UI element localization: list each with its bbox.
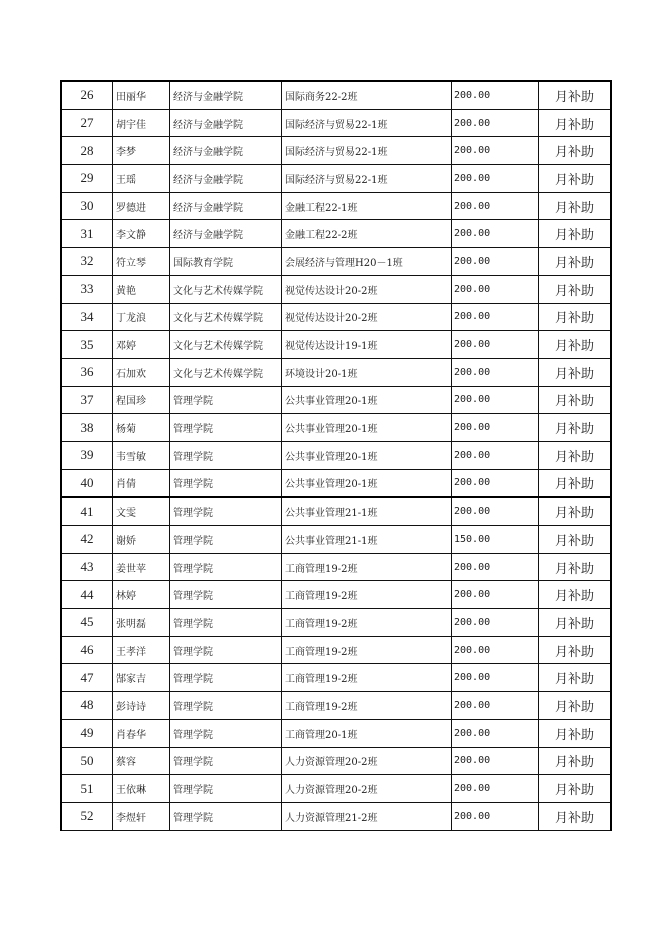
table-row [61, 331, 611, 359]
college-cell: 管理学院 [170, 469, 282, 497]
class-cell: 工商管理19-2班 [282, 553, 452, 581]
table-row [61, 692, 611, 720]
row-number-cell: 38 [61, 414, 113, 442]
amount-cell: 200.00 [452, 553, 539, 581]
student-name-cell: 邓婷 [113, 331, 170, 359]
class-cell: 国际经济与贸易22-1班 [282, 109, 452, 137]
college-cell: 管理学院 [170, 414, 282, 442]
table-row [61, 358, 611, 386]
amount-cell: 200.00 [452, 220, 539, 248]
row-number-cell: 44 [61, 581, 113, 609]
subsidy-type-cell: 月补助 [539, 137, 612, 165]
amount-cell: 200.00 [452, 192, 539, 220]
student-name-cell: 丁龙浪 [113, 303, 170, 331]
subsidy-type-cell: 月补助 [539, 192, 612, 220]
amount-cell: 200.00 [452, 775, 539, 803]
student-name-cell: 胡宇佳 [113, 109, 170, 137]
subsidy-type-cell: 月补助 [539, 275, 612, 303]
student-name-cell: 王孝洋 [113, 636, 170, 664]
student-name-cell: 杨菊 [113, 414, 170, 442]
student-name-cell: 肖春华 [113, 719, 170, 747]
student-name-cell: 李煜轩 [113, 802, 170, 830]
class-cell: 工商管理19-2班 [282, 609, 452, 637]
subsidy-type-cell: 月补助 [539, 581, 612, 609]
row-number-cell: 50 [61, 747, 113, 775]
table-row [61, 248, 611, 276]
table-row [61, 275, 611, 303]
amount-cell: 200.00 [452, 664, 539, 692]
amount-cell: 200.00 [452, 358, 539, 386]
amount-cell: 200.00 [452, 414, 539, 442]
college-cell: 管理学院 [170, 386, 282, 414]
class-cell: 工商管理20-1班 [282, 719, 452, 747]
amount-cell: 200.00 [452, 441, 539, 469]
row-number-cell: 48 [61, 692, 113, 720]
student-name-cell: 符立琴 [113, 248, 170, 276]
college-cell: 经济与金融学院 [170, 192, 282, 220]
college-cell: 管理学院 [170, 719, 282, 747]
college-cell: 管理学院 [170, 441, 282, 469]
subsidy-type-cell: 月补助 [539, 81, 612, 109]
amount-cell: 200.00 [452, 137, 539, 165]
class-cell: 视觉传达设计19-1班 [282, 331, 452, 359]
amount-cell: 200.00 [452, 248, 539, 276]
class-cell: 会展经济与管理H20－1班 [282, 248, 452, 276]
amount-cell: 200.00 [452, 81, 539, 109]
amount-cell: 200.00 [452, 275, 539, 303]
student-name-cell: 张明磊 [113, 609, 170, 637]
row-number-cell: 36 [61, 358, 113, 386]
student-name-cell: 彭诗诗 [113, 692, 170, 720]
class-cell: 金融工程22-1班 [282, 192, 452, 220]
row-number-cell: 26 [61, 81, 113, 109]
subsidy-type-cell: 月补助 [539, 358, 612, 386]
table-row [61, 386, 611, 414]
row-number-cell: 34 [61, 303, 113, 331]
class-cell: 工商管理19-2班 [282, 581, 452, 609]
subsidy-table [60, 80, 612, 831]
subsidy-type-cell: 月补助 [539, 526, 612, 554]
row-number-cell: 47 [61, 664, 113, 692]
subsidy-type-cell: 月补助 [539, 553, 612, 581]
table-row [61, 441, 611, 469]
college-cell: 管理学院 [170, 609, 282, 637]
subsidy-type-cell: 月补助 [539, 609, 612, 637]
row-number-cell: 32 [61, 248, 113, 276]
college-cell: 管理学院 [170, 664, 282, 692]
row-number-cell: 29 [61, 165, 113, 193]
college-cell: 管理学院 [170, 747, 282, 775]
subsidy-type-cell: 月补助 [539, 109, 612, 137]
table-row [61, 469, 611, 497]
college-cell: 管理学院 [170, 526, 282, 554]
college-cell: 经济与金融学院 [170, 109, 282, 137]
row-number-cell: 49 [61, 719, 113, 747]
subsidy-type-cell: 月补助 [539, 719, 612, 747]
table-row [61, 609, 611, 637]
college-cell: 文化与艺术传媒学院 [170, 331, 282, 359]
class-cell: 国际经济与贸易22-1班 [282, 137, 452, 165]
student-name-cell: 郜家吉 [113, 664, 170, 692]
row-number-cell: 27 [61, 109, 113, 137]
college-cell: 文化与艺术传媒学院 [170, 358, 282, 386]
table-row [61, 802, 611, 830]
subsidy-type-cell: 月补助 [539, 802, 612, 830]
row-number-cell: 31 [61, 220, 113, 248]
amount-cell: 200.00 [452, 719, 539, 747]
table-row [61, 303, 611, 331]
class-cell: 工商管理19-2班 [282, 636, 452, 664]
student-name-cell: 文雯 [113, 497, 170, 525]
class-cell: 公共事业管理20-1班 [282, 414, 452, 442]
amount-cell: 200.00 [452, 386, 539, 414]
student-name-cell: 谢娇 [113, 526, 170, 554]
class-cell: 国际经济与贸易22-1班 [282, 165, 452, 193]
subsidy-type-cell: 月补助 [539, 441, 612, 469]
class-cell: 人力资源管理20-2班 [282, 775, 452, 803]
row-number-cell: 33 [61, 275, 113, 303]
college-cell: 经济与金融学院 [170, 165, 282, 193]
row-number-cell: 51 [61, 775, 113, 803]
row-number-cell: 52 [61, 802, 113, 830]
amount-cell: 200.00 [452, 692, 539, 720]
amount-cell: 200.00 [452, 469, 539, 497]
class-cell: 视觉传达设计20-2班 [282, 303, 452, 331]
amount-cell: 200.00 [452, 497, 539, 525]
table-row [61, 581, 611, 609]
student-name-cell: 李文静 [113, 220, 170, 248]
student-name-cell: 田丽华 [113, 81, 170, 109]
class-cell: 视觉传达设计20-2班 [282, 275, 452, 303]
student-name-cell: 蔡容 [113, 747, 170, 775]
amount-cell: 200.00 [452, 609, 539, 637]
table-row [61, 497, 611, 525]
row-number-cell: 39 [61, 441, 113, 469]
row-number-cell: 40 [61, 469, 113, 497]
amount-cell: 200.00 [452, 636, 539, 664]
college-cell: 管理学院 [170, 802, 282, 830]
subsidy-type-cell: 月补助 [539, 386, 612, 414]
subsidy-type-cell: 月补助 [539, 303, 612, 331]
table-row [61, 553, 611, 581]
college-cell: 管理学院 [170, 497, 282, 525]
student-name-cell: 姜世苹 [113, 553, 170, 581]
college-cell: 管理学院 [170, 692, 282, 720]
student-name-cell: 黄艳 [113, 275, 170, 303]
class-cell: 国际商务22-2班 [282, 81, 452, 109]
student-name-cell: 王依琳 [113, 775, 170, 803]
subsidy-type-cell: 月补助 [539, 692, 612, 720]
subsidy-type-cell: 月补助 [539, 165, 612, 193]
amount-cell: 200.00 [452, 802, 539, 830]
table-row [61, 220, 611, 248]
amount-cell: 200.00 [452, 581, 539, 609]
subsidy-type-cell: 月补助 [539, 775, 612, 803]
subsidy-type-cell: 月补助 [539, 469, 612, 497]
row-number-cell: 37 [61, 386, 113, 414]
student-name-cell: 王瑶 [113, 165, 170, 193]
table-row [61, 636, 611, 664]
subsidy-type-cell: 月补助 [539, 414, 612, 442]
class-cell: 公共事业管理20-1班 [282, 469, 452, 497]
amount-cell: 200.00 [452, 331, 539, 359]
table-row [61, 81, 611, 109]
table-row [61, 192, 611, 220]
subsidy-type-cell: 月补助 [539, 331, 612, 359]
table-row [61, 719, 611, 747]
table-row [61, 414, 611, 442]
college-cell: 管理学院 [170, 775, 282, 803]
college-cell: 文化与艺术传媒学院 [170, 303, 282, 331]
college-cell: 管理学院 [170, 553, 282, 581]
row-number-cell: 28 [61, 137, 113, 165]
class-cell: 公共事业管理20-1班 [282, 386, 452, 414]
class-cell: 人力资源管理21-2班 [282, 802, 452, 830]
row-number-cell: 46 [61, 636, 113, 664]
college-cell: 管理学院 [170, 581, 282, 609]
row-number-cell: 45 [61, 609, 113, 637]
table-row [61, 664, 611, 692]
college-cell: 经济与金融学院 [170, 220, 282, 248]
college-cell: 国际教育学院 [170, 248, 282, 276]
student-name-cell: 石加欢 [113, 358, 170, 386]
class-cell: 工商管理19-2班 [282, 664, 452, 692]
table-row [61, 775, 611, 803]
table-row [61, 747, 611, 775]
table-row [61, 137, 611, 165]
table-row [61, 109, 611, 137]
subsidy-type-cell: 月补助 [539, 636, 612, 664]
class-cell: 工商管理19-2班 [282, 692, 452, 720]
college-cell: 经济与金融学院 [170, 81, 282, 109]
class-cell: 公共事业管理21-1班 [282, 526, 452, 554]
subsidy-type-cell: 月补助 [539, 747, 612, 775]
amount-cell: 200.00 [452, 165, 539, 193]
class-cell: 金融工程22-2班 [282, 220, 452, 248]
row-number-cell: 30 [61, 192, 113, 220]
student-name-cell: 罗德进 [113, 192, 170, 220]
table-body [61, 81, 611, 830]
student-name-cell: 李梦 [113, 137, 170, 165]
row-number-cell: 41 [61, 497, 113, 525]
table-row [61, 526, 611, 554]
class-cell: 环境设计20-1班 [282, 358, 452, 386]
class-cell: 公共事业管理21-1班 [282, 497, 452, 525]
amount-cell: 200.00 [452, 109, 539, 137]
row-number-cell: 43 [61, 553, 113, 581]
college-cell: 文化与艺术传媒学院 [170, 275, 282, 303]
amount-cell: 200.00 [452, 747, 539, 775]
student-name-cell: 韦雪敏 [113, 441, 170, 469]
row-number-cell: 35 [61, 331, 113, 359]
student-name-cell: 程国珍 [113, 386, 170, 414]
subsidy-type-cell: 月补助 [539, 248, 612, 276]
student-name-cell: 林婷 [113, 581, 170, 609]
student-name-cell: 肖倩 [113, 469, 170, 497]
row-number-cell: 42 [61, 526, 113, 554]
table-row [61, 165, 611, 193]
subsidy-type-cell: 月补助 [539, 497, 612, 525]
college-cell: 经济与金融学院 [170, 137, 282, 165]
amount-cell: 200.00 [452, 303, 539, 331]
subsidy-type-cell: 月补助 [539, 220, 612, 248]
class-cell: 公共事业管理20-1班 [282, 441, 452, 469]
subsidy-type-cell: 月补助 [539, 664, 612, 692]
college-cell: 管理学院 [170, 636, 282, 664]
class-cell: 人力资源管理20-2班 [282, 747, 452, 775]
amount-cell: 150.00 [452, 526, 539, 554]
